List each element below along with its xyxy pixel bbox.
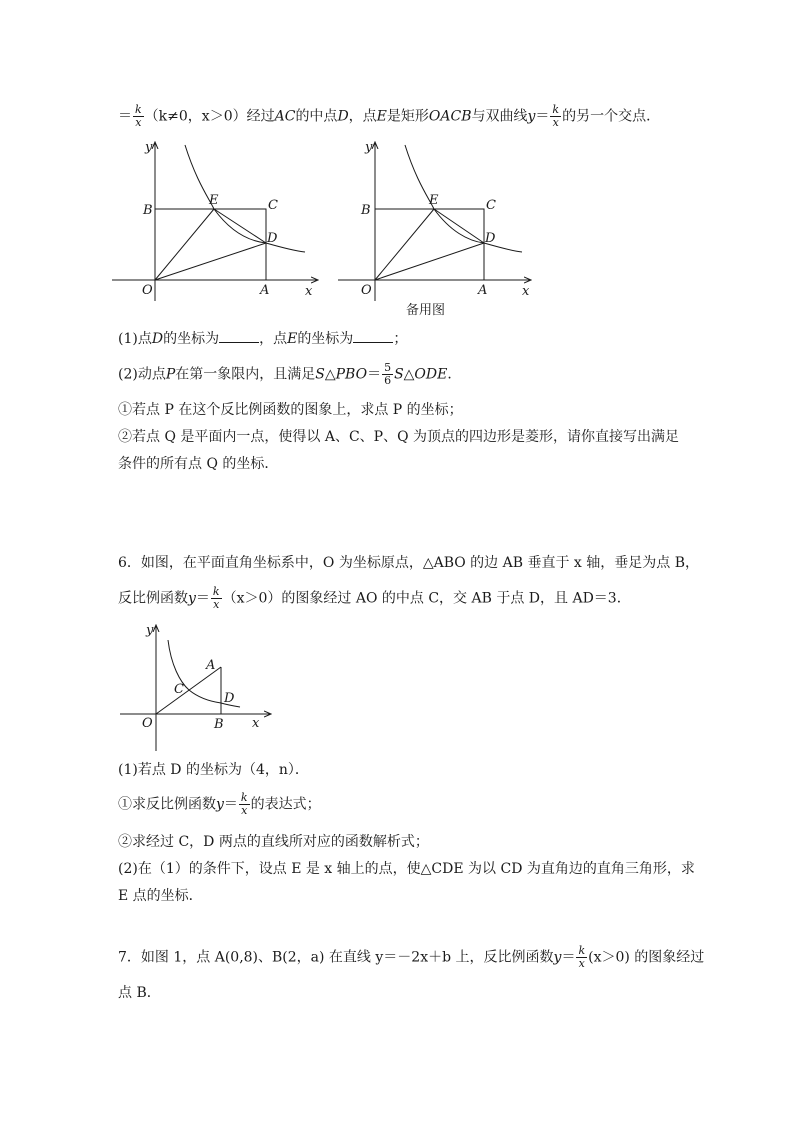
- q5-figure-right: [330, 135, 545, 320]
- label-c: C: [268, 198, 278, 213]
- label-a: A: [260, 283, 270, 298]
- figure-caption: 备用图: [406, 303, 446, 318]
- label-x: x: [522, 284, 530, 299]
- q6-sub2: ②求经过 C，D 两点的直线所对应的函数解析式；: [118, 834, 429, 850]
- q6-line1: 6．如图，在平面直角坐标系中，O 为坐标原点，△ABO 的边 AB 垂直于 x 轴，垂足为点 B，: [118, 555, 700, 571]
- q5-figure-left: [110, 135, 325, 305]
- q7-line2: 点 B．: [118, 985, 161, 1001]
- q5-part2: (2)动点P在第一象限内，且满足S△PBO＝ $\frac{5}{6}$ S△ODE．: [118, 361, 462, 387]
- answer-blank[interactable]: [353, 328, 393, 343]
- label-o: O: [361, 283, 372, 298]
- label-o: O: [142, 716, 153, 731]
- label-y: y: [365, 140, 373, 155]
- answer-blank[interactable]: [219, 328, 259, 343]
- label-b: B: [214, 717, 224, 732]
- q5-sub1: ①若点 P 在这个反比例函数的图象上，求点 P 的坐标；: [118, 402, 463, 418]
- q5-sub2b: 条件的所有点 Q 的坐标．: [118, 456, 279, 472]
- label-o: O: [142, 283, 153, 298]
- fraction: $\frac{k}{x}$: [578, 944, 586, 970]
- label-c: C: [174, 682, 184, 697]
- q5-sub2a: ②若点 Q 是平面内一点，使得以 A、C、P、Q 为顶点的四边形是菱形，请你直接写出满足: [118, 429, 679, 445]
- q5-intro: ＝ $\frac{k}{x}$ （k≠0，x＞0）经过AC的中点D，点E是矩形OACB与双曲线y＝ $\frac{k}{x}$ 的另一个交点．: [118, 103, 661, 129]
- label-d: D: [485, 231, 496, 246]
- q6-part1: (1)若点 D 的坐标为（4，n）．: [118, 762, 309, 778]
- label-a: A: [206, 658, 216, 673]
- q6-figure: [118, 620, 278, 755]
- q7-line1: 7．如图 1，点 A(0,8)、B(2，a) 在直线 y＝－2x＋b 上，反比例函数y＝ $\frac{k}{x}$ (x＞0) 的图象经过: [118, 944, 705, 970]
- label-d: D: [224, 691, 235, 706]
- label-e: E: [209, 193, 219, 208]
- label-b: B: [361, 203, 371, 218]
- label-e: E: [429, 193, 439, 208]
- label-x: x: [305, 284, 313, 299]
- q5-part1: (1)点D的坐标为 ，点E的坐标为 ；: [118, 328, 407, 349]
- label-a: A: [478, 283, 488, 298]
- fraction: $\frac{k}{x}$: [212, 585, 220, 611]
- fraction: $\frac{k}{x}$: [552, 103, 560, 129]
- q6-sub1: ①求反比例函数y＝ $\frac{k}{x}$ 的表达式；: [118, 791, 321, 817]
- label-y: y: [146, 623, 154, 638]
- fraction: $\frac{5}{6}$: [384, 361, 392, 387]
- q6-line2: 反比例函数y＝ $\frac{k}{x}$ （x＞0）的图象经过 AO 的中点 C，交 AB 于点 D，且 AD＝3．: [118, 585, 631, 611]
- fraction: $\frac{k}{x}$: [240, 791, 248, 817]
- q6-part2b: E 点的坐标．: [118, 888, 203, 904]
- label-c: C: [486, 198, 496, 213]
- fraction: $\frac{k}{x}$: [135, 103, 142, 129]
- label-b: B: [143, 203, 153, 218]
- label-x: x: [252, 716, 260, 731]
- label-d: D: [267, 231, 278, 246]
- q6-part2a: (2)在（1）的条件下，设点 E 是 x 轴上的点，使△CDE 为以 CD 为直角边的直角三角形，求: [118, 861, 695, 877]
- label-y: y: [145, 140, 153, 155]
